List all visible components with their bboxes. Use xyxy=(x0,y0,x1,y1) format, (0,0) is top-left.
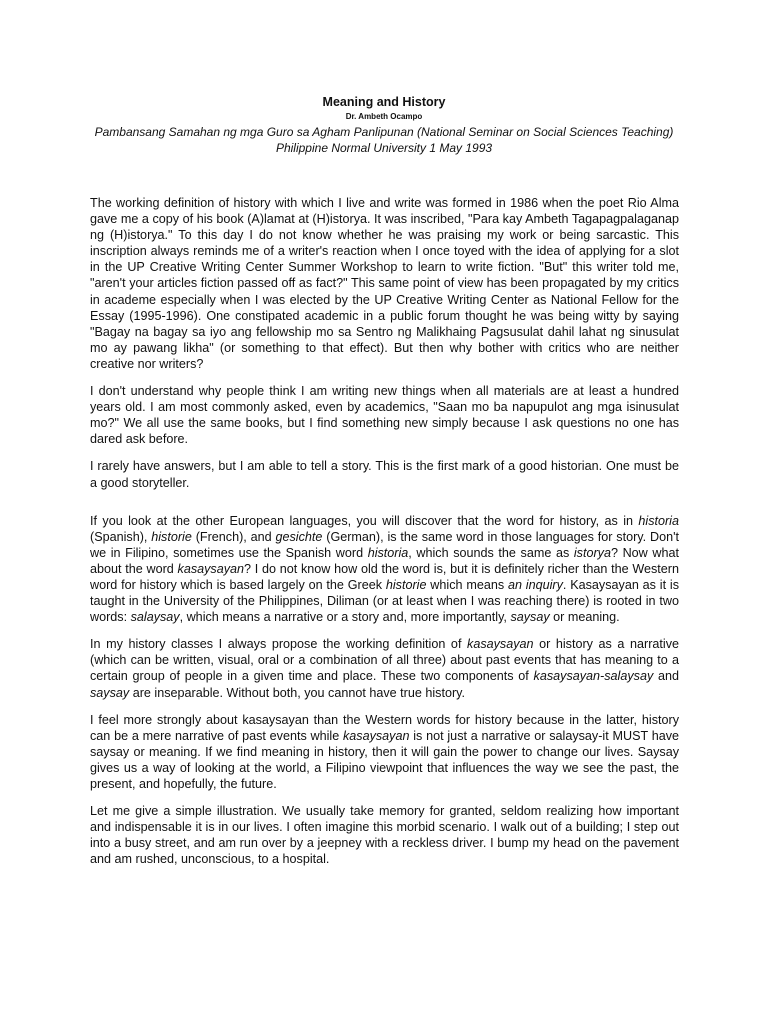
italic-text-segment: istorya xyxy=(573,545,611,560)
italic-text-segment: an inquiry xyxy=(507,577,563,592)
italic-text-segment: historie xyxy=(151,529,192,544)
text-segment: (French), and xyxy=(191,529,276,544)
text-segment: I don't understand why people think I am writing new things when all materials are at least a hundred years old. I am most commonly asked, even by academics, "Saan mo ba napupulot ang mga isinusulat mo?" We all use the same books, but I find something new simply because I ask questions no one has dared ask before. xyxy=(90,384,679,447)
text-segment: Let me give a simple illustration. We usually take memory for granted, seldom realizing how important and indispensable it is in our lives. I often imagine this morbid scenario. I walk out of a building; I step out into a busy street, and am run over by a jeepney with a reckless driver. I bump my head on the pavement and am rushed, unconscious, to a hospital. xyxy=(90,804,679,867)
text-segment: . Kasaysayan as it is taught in the University of the Philippines, Diliman (or at least when I was reaching there) is rooted in two words: xyxy=(90,577,680,625)
paragraph xyxy=(90,803,679,867)
italic-text-segment: kasaysayan xyxy=(177,561,245,576)
italic-text-segment: kasaysayan xyxy=(467,637,534,652)
text-segment: are inseparable. Without both, you cannot have true history. xyxy=(129,685,465,700)
text-segment: , which means a narrative or a story and, more importantly, xyxy=(179,610,511,625)
italic-text-segment: historie xyxy=(385,577,427,592)
italic-text-segment: kasaysayan-salaysay xyxy=(533,669,654,684)
document-subtitle-venue-date: Philippine Normal University 1 May 1993 xyxy=(275,141,493,155)
paragraph xyxy=(90,383,679,447)
document-body xyxy=(90,195,679,878)
paragraph xyxy=(90,513,679,626)
text-segment: I feel more strongly about kasaysayan than the Western words for history because in the latter, history can be a mere narrative of past events while xyxy=(90,712,679,743)
text-segment: I rarely have answers, but I am able to tell a story. This is the first mark of a good historian. One must be a good storyteller. xyxy=(90,459,679,490)
text-segment: The working definition of history with which I live and write was formed in 1986 when the poet Rio Alma gave me a copy of his book (A)lamat at (H)istorya. It was inscribed, "Para kay Ambeth Tagapagpalaganap ng (H)istorya." To this day I do not know whether he was praising my work or being sarcastic. This inscription always reminds me of a writer's reaction when I once toyed with the idea of applying for a slot in the UP Creative Writing Center Summer Workshop to learn to write fiction. "But" this writer told me, "aren't your articles fiction passed off as fact?" This same point of view has been propagated by my critics in academe especially when I was elected by the UP Creative Writing Center as National Fellow for the Essay (1995-1996). One constipated academic in a public forum thought he was being witty by saying "Bagay na bagay sa iyo ang fellowship mo sa Sentro ng Malikhaing Pagsusulat dahil lahat ng sinusulat mo ay pawang likha" (or something to that effect). But then why bother with critics who are neither creative nor writers? xyxy=(90,196,679,371)
text-segment: is not just a narrative or salaysay-it MUST have saysay or meaning. If we find meaning in history, then it will gain the power to change our lives. Saysay gives us a way of looking at the world, a Filipino viewpoint that influences the way we see the past, the present, and hopefully, the future. xyxy=(90,728,680,791)
italic-text-segment: gesichte xyxy=(275,529,323,544)
document-title: Meaning and History xyxy=(322,95,446,109)
text-segment: (Spanish), xyxy=(90,529,152,544)
italic-text-segment: salaysay xyxy=(130,610,180,625)
text-segment: In my history classes I always propose the working definition of xyxy=(90,637,468,652)
text-segment: or history as a narrative (which can be written, visual, oral or a combination of all three) about past events that has meaning to a certain group of people in a given time and place. These two components of xyxy=(90,637,679,684)
paragraph xyxy=(90,195,679,372)
text-segment: ? I do not know how old the word is, but it is definitely richer than the Western word for history which is based largely on the Greek xyxy=(90,561,679,592)
document-author: Dr. Ambeth Ocampo xyxy=(345,112,423,121)
text-segment: which means xyxy=(426,577,508,592)
text-segment: (German), is the same word in those languages for story. Don't we in Filipino, sometimes use the Spanish word xyxy=(90,529,680,560)
text-segment: If you look at the other European languages, you will discover that the word for history, as in xyxy=(90,513,639,528)
text-segment: , which sounds the same as xyxy=(408,545,574,560)
document-subtitle-event: Pambansang Samahan ng mga Guro sa Agham Panlipunan (National Seminar on Social Sciences Teaching) xyxy=(94,125,674,139)
italic-text-segment: kasaysayan xyxy=(342,728,410,743)
italic-text-segment: historia xyxy=(367,545,409,560)
document-header xyxy=(0,95,768,156)
paragraph xyxy=(90,712,679,792)
italic-text-segment: saysay xyxy=(510,610,550,625)
italic-text-segment: historia xyxy=(638,513,679,528)
paragraph xyxy=(90,636,679,700)
text-segment: ? Now what about the word xyxy=(90,545,679,576)
italic-text-segment: saysay xyxy=(90,685,130,700)
text-segment: or meaning. xyxy=(549,610,620,625)
paragraph xyxy=(90,458,679,490)
text-segment: and xyxy=(653,669,680,684)
